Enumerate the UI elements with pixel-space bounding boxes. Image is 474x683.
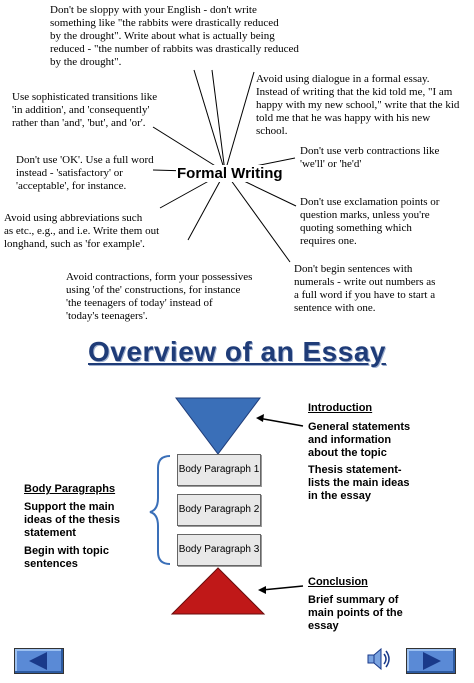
tip-numerals: Don't begin sentences with numerals - write out numbers as a full word if you have to start a sentence with one.	[294, 263, 436, 314]
introduction-thesis-text: Thesis statement- lists the main ideas in the essay	[308, 464, 410, 502]
body-paragraph-2-box: Body Paragraph 2	[177, 494, 261, 526]
conclusion-arrow-line	[262, 586, 303, 590]
conclusion-text: Brief summary of main points of the essay	[308, 594, 403, 632]
conclusion-heading: Conclusion	[308, 576, 368, 588]
conclusion-arrowhead	[258, 586, 266, 594]
tip-sloppy-english: Don't be sloppy with your English - don't write something like "the rabbits were drastically reduced by the drought". Write about what is actually being reduced - "the number of rabbits was drastically reduced by the drought".	[50, 4, 299, 68]
tip-transitions: Use sophisticated transitions like 'in addition', and 'consequently' rather than 'and', 'but', and 'or'.	[12, 91, 158, 129]
introduction-triangle	[176, 398, 260, 454]
arrow-right-icon	[407, 649, 455, 673]
body-support-text: Support the main ideas of the thesis statement	[24, 501, 120, 539]
introduction-general-text: General statements and information about the topic	[308, 421, 411, 459]
speaker-icon[interactable]	[364, 646, 392, 672]
tip-ok: Don't use 'OK'. Use a full word instead - 'satisfactory' or 'acceptable', for instance.	[16, 154, 154, 192]
tip-exclamation: Don't use exclamation points or question marks, unless you're quoting something which requires one.	[300, 196, 440, 247]
introduction-heading: Introduction	[308, 402, 373, 414]
intro-arrowhead	[256, 414, 264, 422]
formal-writing-center-label: Formal Writing	[177, 165, 283, 182]
intro-arrow-line	[258, 418, 303, 426]
body-paragraph-1-box: Body Paragraph 1	[177, 454, 261, 486]
arrow-left-icon	[15, 649, 63, 673]
nav-forward-button[interactable]	[406, 648, 456, 674]
tip-abbreviations: Avoid using abbreviations such as etc., e.g., and i.e. Write them out longhand, such as 'for example'.	[4, 212, 160, 250]
body-brace	[150, 456, 170, 564]
body-begin-text: Begin with topic sentences	[24, 545, 109, 570]
body-paragraph-3-box: Body Paragraph 3	[177, 534, 261, 566]
tip-possessives: Avoid contractions, form your possessives using 'of the' constructions, for instance 'the teenagers of today' instead of 'today's teenagers'.	[66, 271, 253, 322]
nav-back-button[interactable]	[14, 648, 64, 674]
body-paragraphs-heading: Body Paragraphs	[24, 483, 116, 495]
tip-avoid-dialogue: Avoid using dialogue in a formal essay. Instead of writing that the kid told me, "I am happy with my new school," write that the kid told me that he was happy with his new school.	[256, 73, 460, 137]
conclusion-triangle	[172, 568, 264, 614]
tip-verb-contractions: Don't use verb contractions like 'we'll' or 'he'd'	[300, 145, 440, 170]
essay-overview-title: Overview of an Essay	[88, 336, 386, 367]
